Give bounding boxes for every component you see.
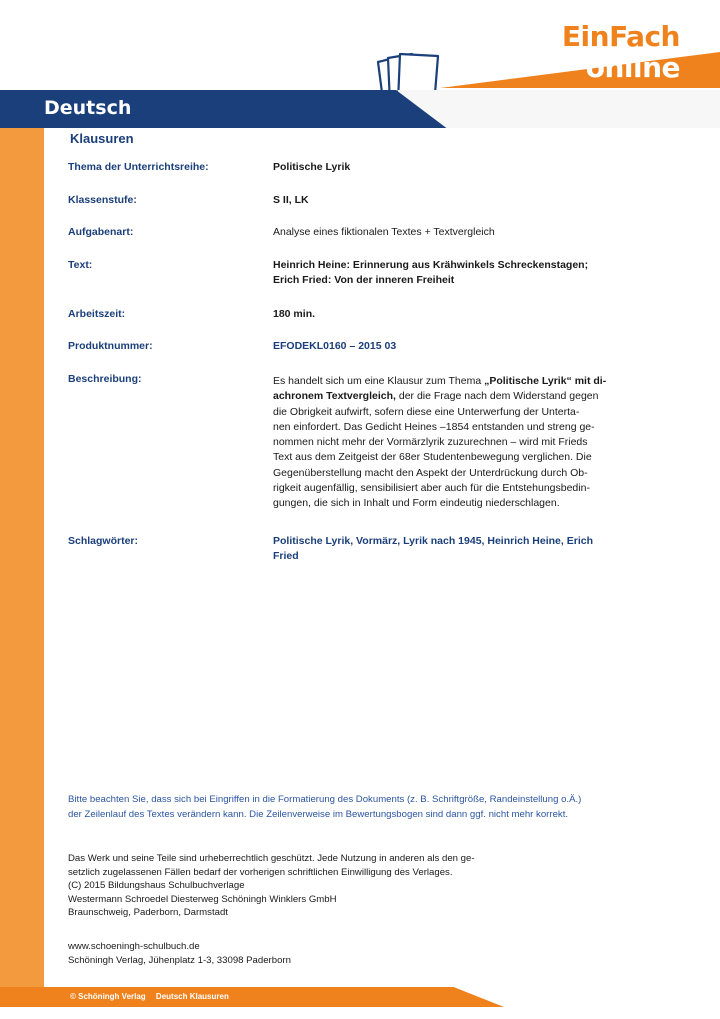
footer-publisher: © Schöningh Verlag xyxy=(70,992,146,1001)
notice-line-1: Bitte beachten Sie, dass sich bei Eingriffen in die Formatierung des Dokuments (z. B. Schriftgröße, Randeinstellung o.Ä.) xyxy=(68,794,582,805)
text-value xyxy=(273,258,648,288)
legal-line-4: Westermann Schroedel Diesterweg Schöningh Winklers GmbH xyxy=(68,893,337,905)
schlag-value xyxy=(273,534,648,564)
header-divider xyxy=(398,90,720,128)
subject-title: Deutsch xyxy=(44,97,132,119)
publisher-address: Schöningh Verlag, Jühenplatz 1-3, 33098 Paderborn xyxy=(68,955,291,966)
klasse-label: Klassenstufe: xyxy=(68,194,137,206)
desc-line-1a: Es handelt sich um eine Klausur zum Thema xyxy=(273,375,485,387)
text-label: Text: xyxy=(68,259,93,271)
brand-logo xyxy=(561,20,680,84)
produkt-label: Produktnummer: xyxy=(68,340,153,352)
klasse-value: S II, LK xyxy=(273,194,309,206)
formatting-notice xyxy=(68,792,668,822)
desc-line-4: nen einfordert. Das Gedicht Heines –1854 entstanden und streng ge- xyxy=(273,420,595,433)
footer-text xyxy=(70,992,237,1001)
zeit-value: 180 min. xyxy=(273,308,316,320)
desc-line-1b: „Politische Lyrik“ mit di- xyxy=(484,375,607,387)
info-row-text xyxy=(68,258,648,290)
copyright-notice xyxy=(68,852,628,920)
footer-series: Deutsch Klausuren xyxy=(155,992,229,1001)
publisher-contact xyxy=(68,940,291,968)
brand-line-1: EinFach xyxy=(561,20,680,53)
legal-line-2: setzlich zugelassenen Fällen bedarf der vorherigen schriftlichen Einwilligung des Verlages. xyxy=(68,866,453,878)
produkt-value: EFODEKL0160 – 2015 03 xyxy=(273,340,397,352)
desc-line-3: die Obrigkeit aufwirft, sofern diese eine Unterwerfung der Unterta- xyxy=(273,405,580,418)
brand-line-2: online xyxy=(585,50,680,84)
schlag-value-line-1: Politische Lyrik, Vormärz, Lyrik nach 1945, Heinrich Heine, Erich xyxy=(273,535,593,547)
left-orange-band xyxy=(0,90,44,987)
desc-line-7: Gegenüberstellung macht den Aspekt der Unterdrückung durch Ob- xyxy=(273,466,588,479)
legal-line-1: Das Werk und seine Teile sind urheberrechtlich geschützt. Jede Nutzung in anderen als den ge- xyxy=(68,853,475,864)
website-link[interactable]: www.schoeningh-schulbuch.de xyxy=(68,941,200,952)
desc-line-2b: der die Frage nach dem Widerstand gegen xyxy=(395,390,599,403)
category-title: Klausuren xyxy=(70,131,134,146)
legal-line-5: Braunschweig, Paderborn, Darmstadt xyxy=(68,907,228,919)
text-value-line-1: Heinrich Heine: Erinnerung aus Krähwinkels Schreckenstagen; xyxy=(273,259,589,271)
notice-line-2: der Zeilenlauf des Textes verändern kann. Die Zeilenverweise im Bewertungsbogen sind dann ggf. nicht mehr korrekt. xyxy=(68,809,569,820)
description-text xyxy=(273,374,649,512)
desc-line-8: rigkeit augenfällig, sensibilisiert aber auch für die Entstehungsbedin- xyxy=(273,482,590,495)
schlag-value-line-2: Fried xyxy=(273,550,299,562)
aufgabe-value: Analyse eines fiktionalen Textes + Textvergleich xyxy=(273,226,495,238)
thema-value: Politische Lyrik xyxy=(273,161,351,173)
desc-line-6: Text aus dem Zeitgeist der 68er Studentenbewegung verglichen. Die xyxy=(273,451,592,464)
aufgabe-label: Aufgabenart: xyxy=(68,226,134,238)
info-row-schlagwoerter xyxy=(68,534,648,566)
desc-line-9: gungen, die sich in Inhalt und Form eindeutig niederschlagen. xyxy=(273,497,560,510)
beschreibung-label: Beschreibung: xyxy=(68,373,142,385)
legal-line-3: (C) 2015 Bildungshaus Schulbuchverlage xyxy=(68,880,245,892)
desc-line-2a: achronem Textvergleich, xyxy=(273,390,396,403)
schlag-label: Schlagwörter: xyxy=(68,535,139,547)
desc-line-5: nommen nicht mehr der Vormärzlyrik zuzurechnen – wird mit Frieds xyxy=(273,436,588,449)
zeit-label: Arbeitszeit: xyxy=(68,308,126,320)
text-value-line-2: Erich Fried: Von der inneren Freiheit xyxy=(273,274,455,286)
thema-label: Thema der Unterrichtsreihe: xyxy=(68,161,209,173)
